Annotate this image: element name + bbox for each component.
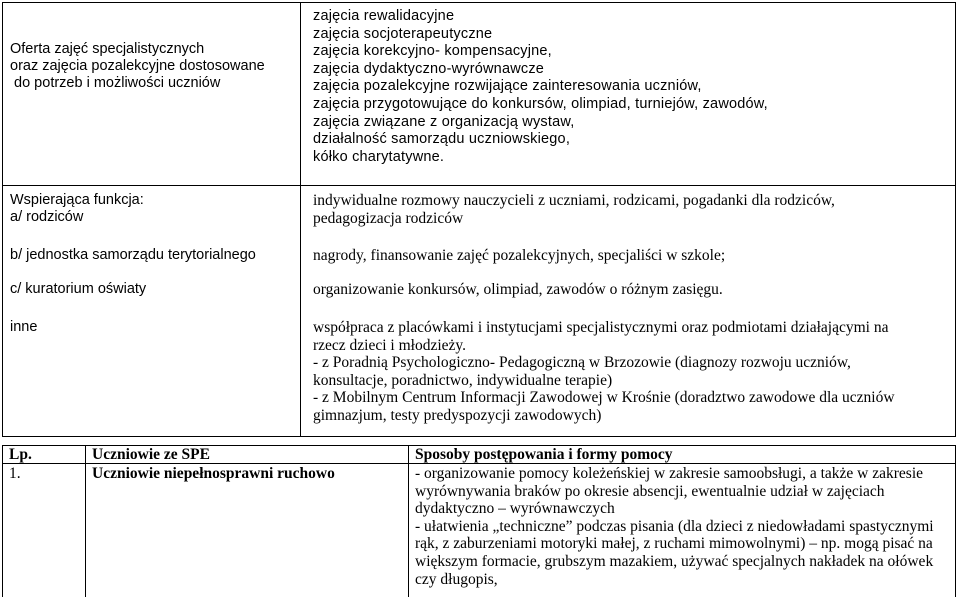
- support-a-label: [10, 192, 144, 226]
- support-a-label-line: Wspierająca funkcja:: [10, 192, 144, 208]
- offer-item: zajęcia pozalekcyjne rozwijające zainteresowania uczniów,: [313, 78, 702, 95]
- offer-item: zajęcia związane z organizacją wystaw,: [313, 113, 575, 130]
- spe-table: [2, 445, 956, 597]
- method-line: rąk, z zaburzeniami motoryki małej, z ruchami mimowolnymi) – np. mogą pisać na: [415, 535, 933, 553]
- support-other-line: - z Mobilnym Centrum Informacji Zawodowej w Krośnie (doradztwo zawodowe dla uczniów: [313, 389, 895, 407]
- offer-item: zajęcia korekcyjno- kompensacyjne,: [313, 43, 552, 60]
- method-line: wyrównywania braków po okresie absencji, ewentualnie udział w zajęciach: [415, 482, 885, 500]
- support-a-value: [313, 192, 835, 227]
- header-methods: Sposoby postępowania i formy pomocy: [415, 446, 673, 463]
- offer-label-line: do potrzeb i możliwości uczniów: [10, 75, 221, 91]
- offer-item: zajęcia przygotowujące do konkursów, olimpiad, turniejów, zawodów,: [313, 95, 768, 112]
- method-line: czy długopis,: [415, 570, 498, 588]
- offer-list: [313, 8, 768, 166]
- support-other-line: - z Poradnią Psychologiczno- Pedagogiczną w Brzozowie (diagnozy rozwoju uczniów,: [313, 354, 851, 372]
- method-line: - organizowanie pomocy koleżeńskiej w zakresie samoobsługi, a także w zakresie: [415, 465, 924, 482]
- offer-item: zajęcia rewalidacyjne: [313, 8, 455, 24]
- column-divider: [300, 3, 301, 436]
- offer-label-line: Oferta zajęć specjalistycznych: [10, 41, 205, 57]
- method-line: - ułatwienia „techniczne” podczas pisania (dla dzieci z niedowładami spastycznymi: [415, 517, 934, 535]
- support-other-value: [313, 319, 895, 425]
- offer-label-line: oraz zajęcia pozalekcyjne dostosowane: [10, 58, 265, 74]
- offer-item: kółko charytatywne.: [313, 148, 445, 165]
- offer-item: działalność samorządu uczniowskiego,: [313, 131, 571, 148]
- support-other-label: inne: [10, 319, 38, 335]
- support-a-label-line: a/ rodziców: [10, 209, 84, 225]
- row-methods: [415, 465, 934, 588]
- support-b-value: nagrody, finansowanie zajęć pozalekcyjnych, specjaliści w szkole;: [313, 247, 726, 264]
- support-other-line: konsultacje, poradnictwo, indywidualne terapie): [313, 371, 613, 389]
- row-divider: [3, 185, 955, 186]
- support-b-label: b/ jednostka samorządu terytorialnego: [10, 247, 256, 263]
- row-students: Uczniowie niepełnosprawni ruchowo: [92, 465, 335, 482]
- row-number: 1.: [9, 465, 21, 482]
- header-students: Uczniowie ze SPE: [92, 446, 210, 463]
- support-a-value-line: pedagogizacja rodziców: [313, 209, 464, 227]
- column-divider: [408, 446, 409, 597]
- support-other-line: rzecz dzieci i młodzieży.: [313, 336, 467, 354]
- support-c-label: c/ kuratorium oświaty: [10, 281, 147, 297]
- offer-item: zajęcia dydaktyczno-wyrównawcze: [313, 60, 545, 77]
- support-c-value: organizowanie konkursów, olimpiad, zawodów o różnym zasięgu.: [313, 281, 723, 298]
- column-divider: [85, 446, 86, 597]
- offer-item: zajęcia socjoterapeutyczne: [313, 25, 493, 42]
- offer-label: [10, 41, 265, 92]
- support-a-value-line: indywidualne rozmowy nauczycieli z uczniami, rodzicami, pogadanki dla rodziców,: [313, 192, 835, 209]
- support-table: [2, 2, 956, 437]
- header-lp: Lp.: [9, 446, 32, 463]
- method-line: większym formacie, grubszym mazakiem, używać specjalnych nakładek na ołówek: [415, 552, 934, 570]
- support-other-line: współpraca z placówkami i instytucjami specjalistycznymi oraz podmiotami działającymi na: [313, 319, 889, 336]
- method-line: dydaktyczno – wyrównawczych: [415, 500, 615, 518]
- support-other-line: gimnazjum, testy predyspozycji zawodowych): [313, 406, 602, 424]
